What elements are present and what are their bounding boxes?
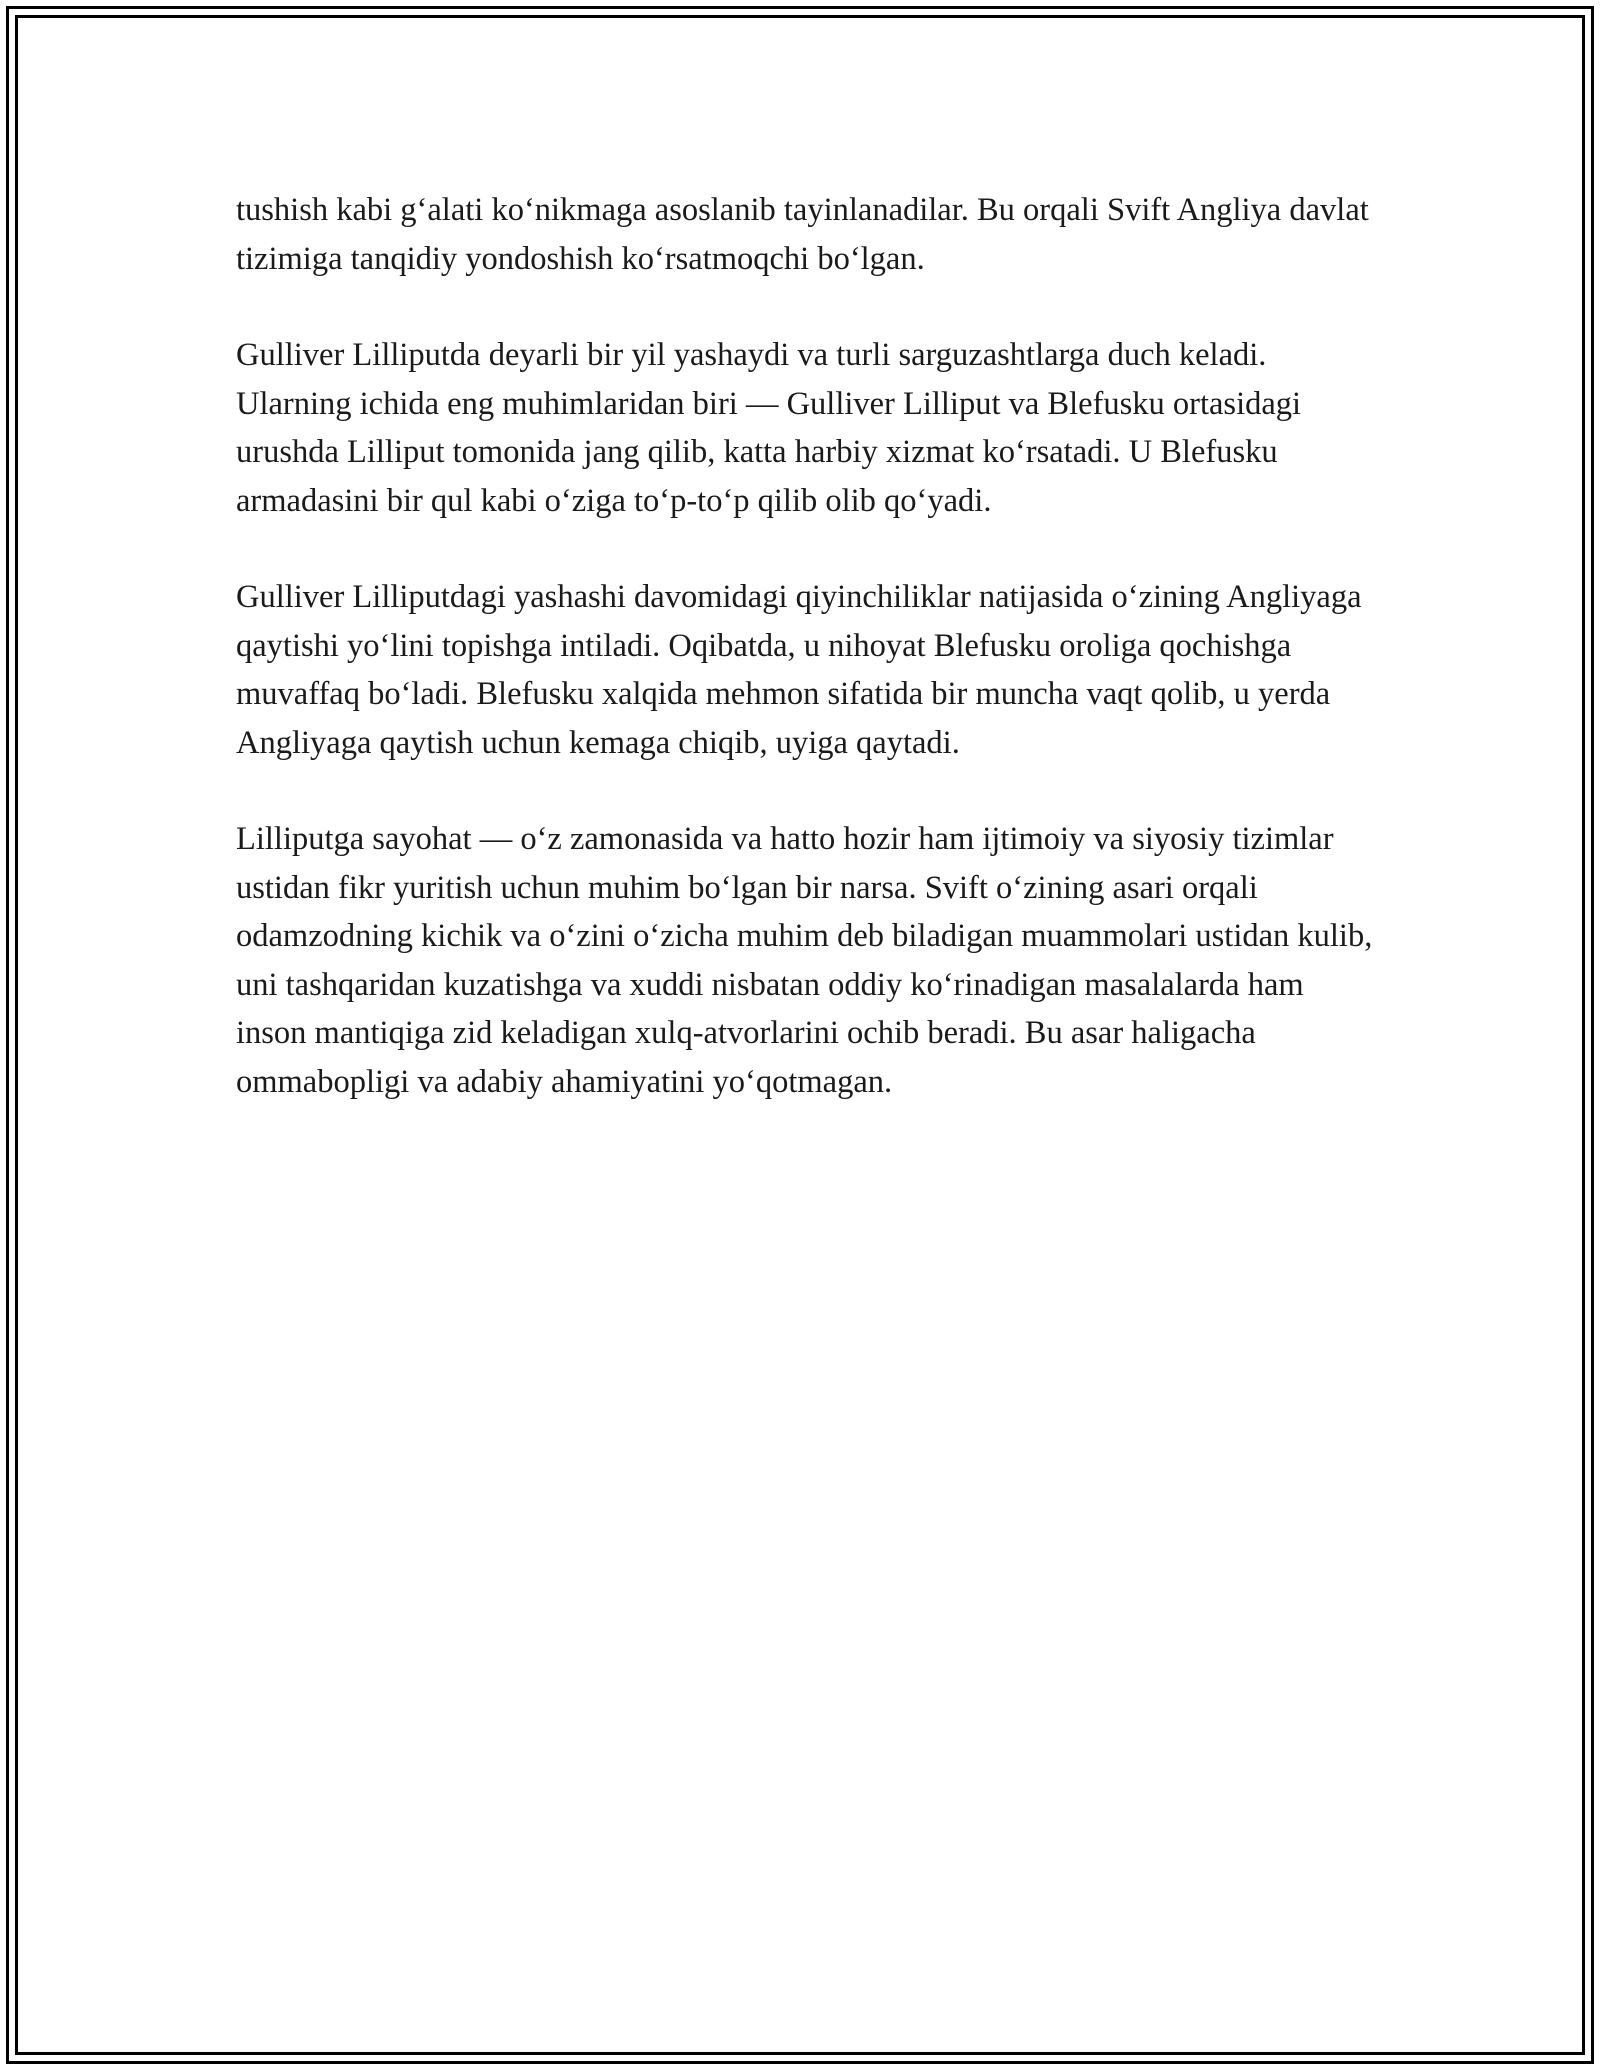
paragraph-4: Lilliputga sayohat — o‘z zamonasida va hatto hozir ham ijtimoiy va siyosiy tizimlar ustidan fikr yuritish uchun muhim bo‘lgan bir narsa. Svift o‘zining asari orqali odamzodning kichik va o‘zini o‘zicha muhim deb biladigan muammolari ustidan kulib, uni tashqaridan kuzatishga va xuddi nisbatan oddiy ko‘rinadigan masalalarda ham inson mantiqiga zid keladigan xulq-atvorlarini ochib beradi. Bu asar haligacha ommabopligi va adabiy ahamiyatini yo‘qotmagan. — [236, 821, 1373, 1100]
paragraph-1: tushish kabi g‘alati ko‘nikmaga asoslanib tayinlanadilar. Bu orqali Svift Angliya davlat tizimiga tanqidiy yondoshish ko‘rsatmoqchi bo‘lgan. — [236, 192, 1369, 277]
document-body — [236, 186, 1376, 1154]
paragraph-2: Gulliver Lilliputda deyarli bir yil yashaydi va turli sarguzashtlarga duch keladi. Ularning ichida eng muhimlaridan biri — Gulliver Lilliput va Blefusku ortasidagi urushda Lilliput tomonida jang qilib, katta harbiy xizmat ko‘rsatadi. U Blefusku armadasini bir qul kabi o‘ziga to‘p-to‘p qilib olib qo‘yadi. — [236, 337, 1302, 519]
paragraph-3: Gulliver Lilliputdagi yashashi davomidagi qiyinchiliklar natijasida o‘zining Angliyaga qaytishi yo‘lini topishga intiladi. Oqibatda, u nihoyat Blefusku oroliga qochishga muvaffaq bo‘ladi. Blefusku xalqida mehmon sifatida bir muncha vaqt qolib, u yerda Angliyaga qaytish uchun kemaga chiqib, uyiga qaytadi. — [236, 579, 1362, 761]
